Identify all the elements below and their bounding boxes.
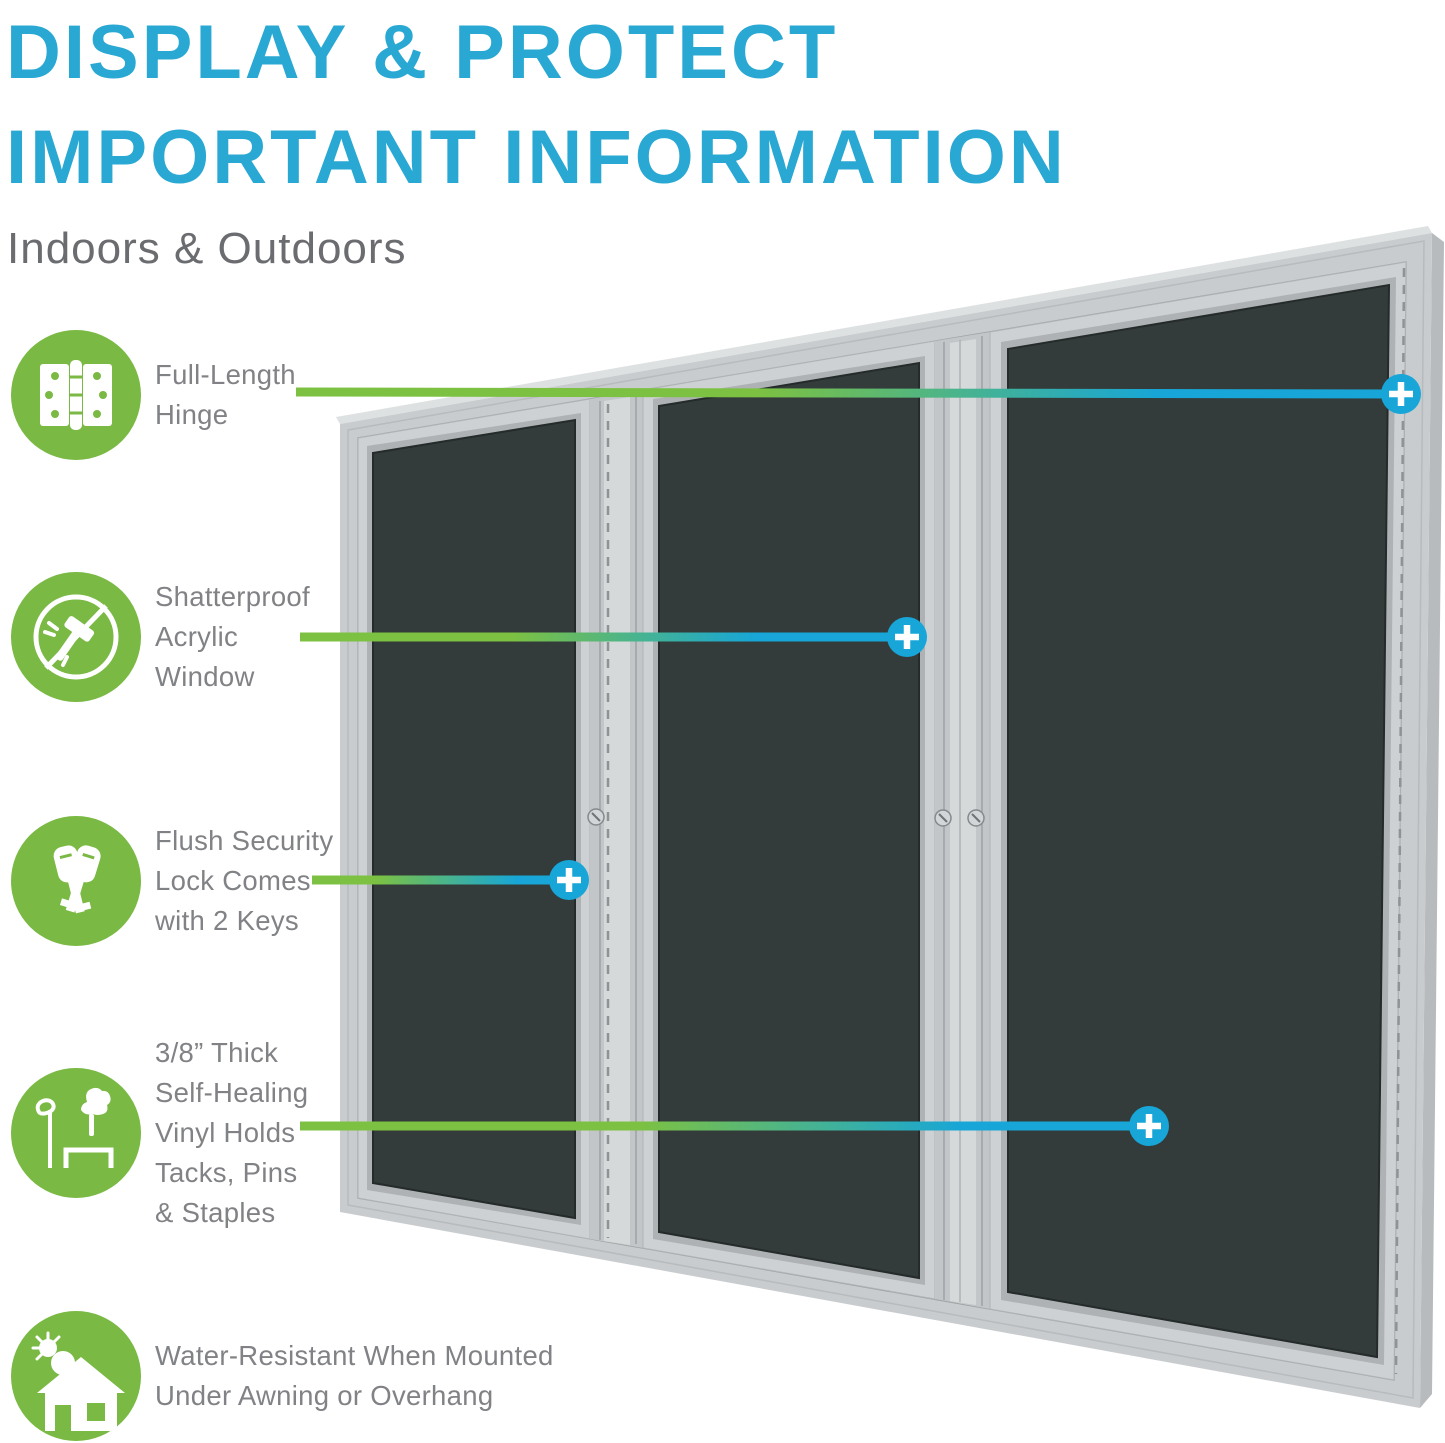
feature-label-line: Acrylic xyxy=(155,621,239,652)
door-1-panel xyxy=(373,420,575,1218)
feature-label xyxy=(155,355,296,435)
house-awning-icon xyxy=(11,1311,141,1441)
feature-label xyxy=(155,1336,554,1416)
feature-water-resistant xyxy=(11,1311,554,1441)
feature-label xyxy=(155,577,310,697)
feature-label-line: with 2 Keys xyxy=(155,905,299,936)
feature-label-line: Hinge xyxy=(155,399,229,430)
hinge-icon xyxy=(11,330,141,460)
lock-door-3 xyxy=(968,810,984,826)
feature-full-length-hinge xyxy=(11,330,296,460)
feature-label-line: Under Awning or Overhang xyxy=(155,1380,494,1411)
feature-label-line: Lock Comes xyxy=(155,865,311,896)
page-title-line1: DISPLAY & PROTECT xyxy=(6,10,839,95)
plus-marker-acrylic-window xyxy=(887,617,927,657)
feature-shatterproof-acrylic xyxy=(11,572,310,702)
feature-label xyxy=(155,821,333,941)
feature-security-lock xyxy=(11,816,333,946)
door-1 xyxy=(358,399,590,1239)
page-title-line2: IMPORTANT INFORMATION xyxy=(6,115,1067,200)
lock-door-1 xyxy=(588,809,604,825)
keys-icon xyxy=(11,816,141,946)
feature-label-line: Full-Length xyxy=(155,359,296,390)
plus-marker-vinyl-surface xyxy=(1129,1106,1169,1146)
no-shatter-hammer-icon xyxy=(11,572,141,702)
feature-label-line: Vinyl Holds xyxy=(155,1117,296,1148)
feature-label-line: Shatterproof xyxy=(155,581,310,612)
plus-marker-security-lock xyxy=(549,860,589,900)
callout-line-hinge xyxy=(296,392,1401,394)
feature-self-healing-vinyl xyxy=(11,1037,309,1228)
feature-label-line: Self-Healing xyxy=(155,1077,309,1108)
feature-label-line: 3/8” Thick xyxy=(155,1037,279,1068)
feature-label-line: Water-Resistant When Mounted xyxy=(155,1340,554,1371)
feature-label-line: Window xyxy=(155,661,255,692)
lock-door-2 xyxy=(935,810,951,826)
feature-label-line: & Staples xyxy=(155,1197,276,1228)
feature-label xyxy=(155,1033,308,1233)
pins-tacks-staples-icon xyxy=(11,1068,141,1198)
feature-label-line: Tacks, Pins xyxy=(155,1157,298,1188)
door-3-panel xyxy=(1008,285,1389,1357)
feature-label-line: Flush Security xyxy=(155,825,334,856)
page-subtitle: Indoors & Outdoors xyxy=(7,224,407,273)
door-2 xyxy=(643,341,935,1299)
door-2-panel xyxy=(659,363,919,1278)
plus-marker-hinge xyxy=(1381,374,1421,414)
door-3 xyxy=(990,262,1406,1380)
